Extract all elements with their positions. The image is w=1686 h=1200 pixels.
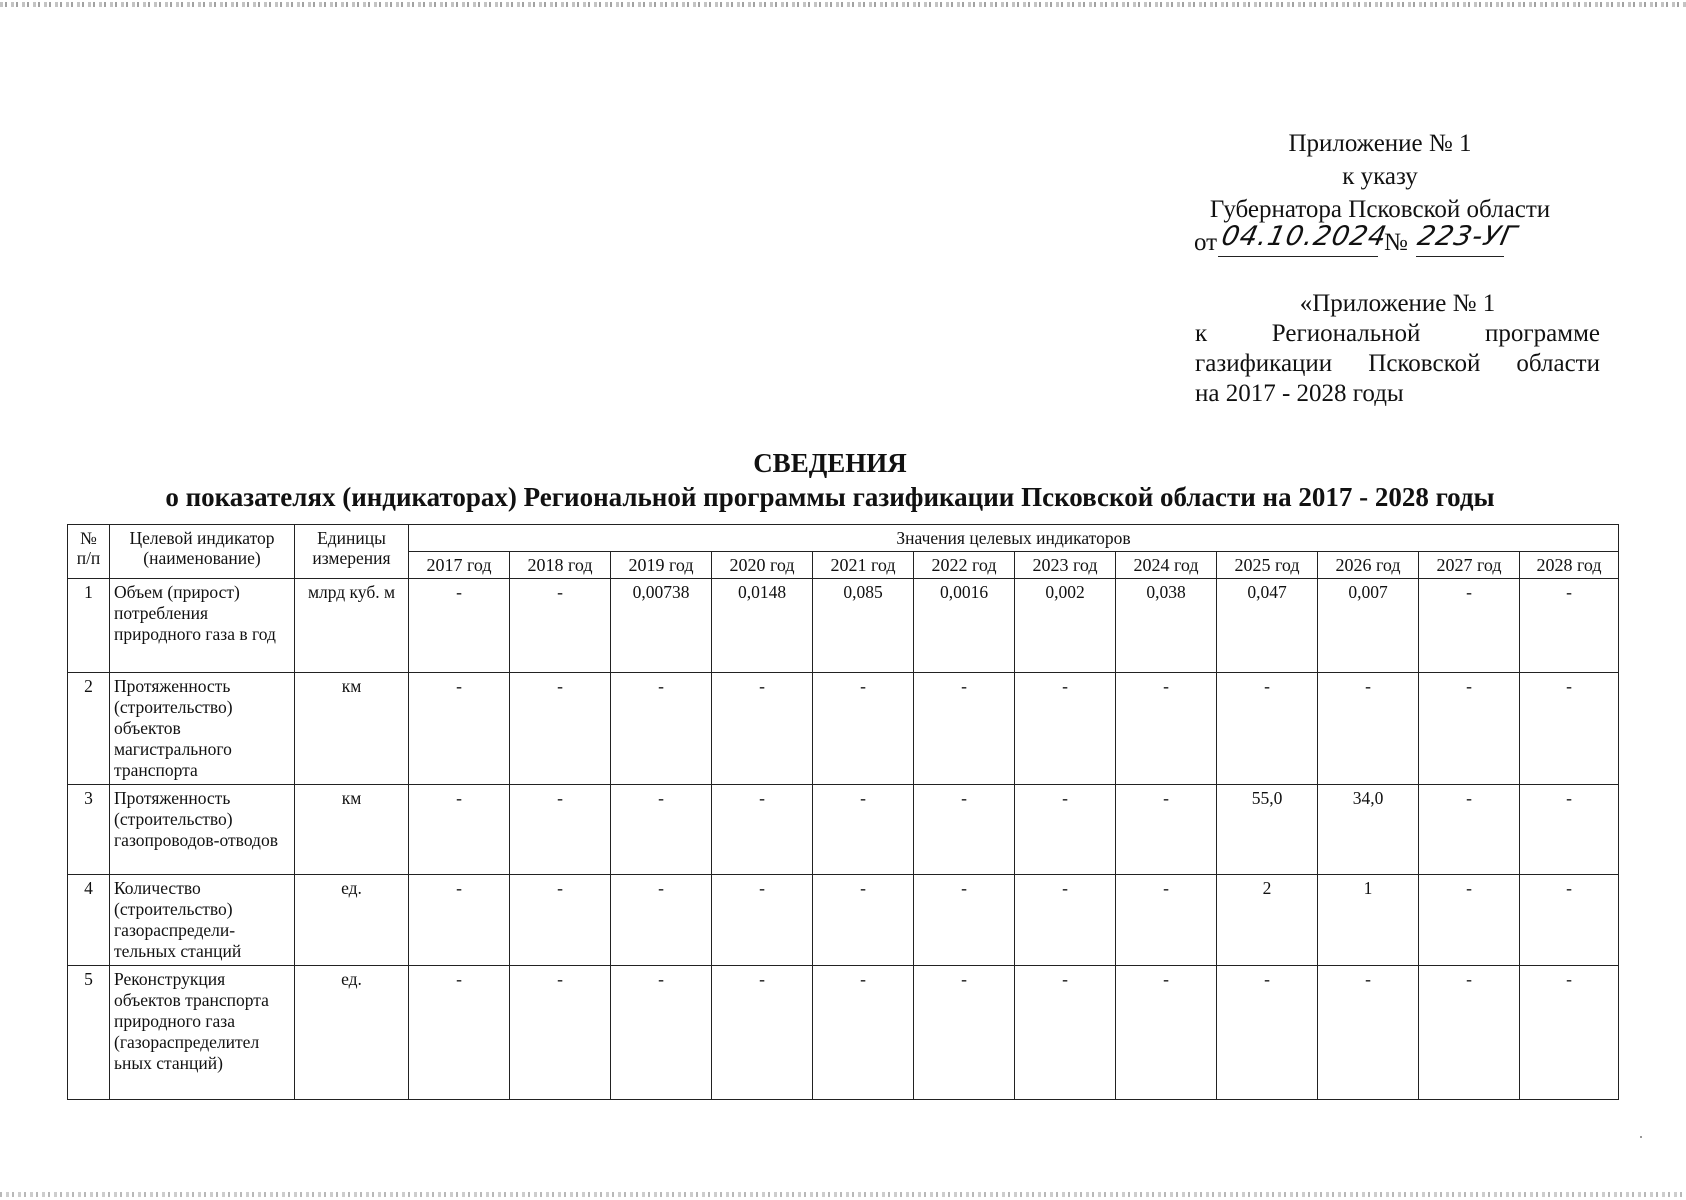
row-number: 5 <box>68 966 110 1100</box>
row-number: 3 <box>68 785 110 875</box>
value-cell: - <box>1520 785 1619 875</box>
value-cell: - <box>1520 875 1619 966</box>
value-cell: - <box>1419 579 1520 673</box>
value-cell: - <box>1419 875 1520 966</box>
date-underline <box>1218 256 1378 257</box>
value-cell: - <box>611 966 712 1100</box>
value-cell: - <box>1116 875 1217 966</box>
value-cell: - <box>1116 966 1217 1100</box>
number-underline <box>1416 256 1504 257</box>
value-cell: - <box>712 785 813 875</box>
value-cell: - <box>1520 579 1619 673</box>
value-cell: - <box>813 673 914 785</box>
header-year: 2025 год <box>1217 552 1318 579</box>
value-cell: - <box>712 875 813 966</box>
header-year: 2027 год <box>1419 552 1520 579</box>
value-cell: - <box>1520 673 1619 785</box>
value-cell: - <box>1318 673 1419 785</box>
program-attachment-line-2: к Региональной программе <box>1195 320 1600 347</box>
value-cell: - <box>1419 966 1520 1100</box>
attachment-line-3: Губернатора Псковской области <box>1209 196 1551 223</box>
value-cell: - <box>510 673 611 785</box>
value-cell: 0,038 <box>1116 579 1217 673</box>
value-cell: 1 <box>1318 875 1419 966</box>
value-cell: - <box>914 785 1015 875</box>
value-cell: 2 <box>1217 875 1318 966</box>
title-line-1: СВЕДЕНИЯ <box>753 448 907 478</box>
value-cell: 0,047 <box>1217 579 1318 673</box>
indicator-name: Протяженность (строительство) газопроводов-отводов <box>110 785 295 875</box>
value-cell: - <box>1520 966 1619 1100</box>
value-cell: - <box>1419 785 1520 875</box>
value-cell: - <box>409 875 510 966</box>
indicator-unit: км <box>295 673 409 785</box>
number-label: № <box>1384 229 1408 256</box>
table-row <box>68 785 1619 875</box>
value-cell: - <box>813 875 914 966</box>
value-cell: - <box>914 875 1015 966</box>
value-cell: 0,002 <box>1015 579 1116 673</box>
table-row <box>68 579 1619 673</box>
value-cell: 0,0148 <box>712 579 813 673</box>
header-year: 2023 год <box>1015 552 1116 579</box>
value-cell: 0,007 <box>1318 579 1419 673</box>
row-number: 2 <box>68 673 110 785</box>
value-cell: - <box>1015 966 1116 1100</box>
value-cell: - <box>611 673 712 785</box>
indicator-name: Протяженность (строительство) объектов магистрального транспорта <box>110 673 295 785</box>
indicator-unit: ед. <box>295 875 409 966</box>
title-line-2: о показателях (индикаторах) Региональной программы газификации Псковской области на 2017 - 2028 годы <box>165 482 1495 512</box>
value-cell: - <box>510 579 611 673</box>
header-year: 2026 год <box>1318 552 1419 579</box>
header-year: 2017 год <box>409 552 510 579</box>
header-values: Значения целевых индикаторов <box>409 525 1619 552</box>
scan-edge-bottom <box>0 1192 1686 1197</box>
header-year: 2018 год <box>510 552 611 579</box>
header-year: 2024 год <box>1116 552 1217 579</box>
value-cell: - <box>510 875 611 966</box>
attachment-header <box>1160 127 1600 268</box>
value-cell: - <box>611 875 712 966</box>
indicator-name: Количество (строительство) газораспредели-тельных станций <box>110 875 295 966</box>
indicator-unit: км <box>295 785 409 875</box>
header-year: 2022 год <box>914 552 1015 579</box>
value-cell: - <box>409 966 510 1100</box>
value-cell: 0,0016 <box>914 579 1015 673</box>
from-label: от <box>1194 229 1218 256</box>
decree-signature-line <box>1160 221 1600 268</box>
handwritten-number: 223-УГ <box>1414 221 1521 252</box>
header-year: 2020 год <box>712 552 813 579</box>
indicator-unit: ед. <box>295 966 409 1100</box>
table-header-row-1 <box>68 525 1619 552</box>
value-cell: 0,085 <box>813 579 914 673</box>
value-cell: - <box>1217 673 1318 785</box>
value-cell: - <box>611 785 712 875</box>
program-attachment-line-1: «Приложение № 1 <box>1299 290 1496 317</box>
value-cell: - <box>1015 673 1116 785</box>
value-cell: - <box>914 673 1015 785</box>
value-cell: - <box>712 673 813 785</box>
indicators-table <box>67 524 1619 1100</box>
indicator-unit: млрд куб. м <box>295 579 409 673</box>
header-year: 2019 год <box>611 552 712 579</box>
header-number: № п/п <box>68 525 110 579</box>
value-cell: - <box>712 966 813 1100</box>
value-cell: - <box>813 966 914 1100</box>
value-cell: - <box>510 966 611 1100</box>
scan-edge-top <box>0 2 1686 7</box>
program-attachment-block <box>1195 289 1600 409</box>
table-row <box>68 673 1619 785</box>
value-cell: - <box>1015 875 1116 966</box>
value-cell: 34,0 <box>1318 785 1419 875</box>
handwritten-date: 04.10.2024 <box>1218 221 1390 252</box>
value-cell: - <box>409 579 510 673</box>
header-year: 2021 год <box>813 552 914 579</box>
table-row <box>68 966 1619 1100</box>
value-cell: - <box>510 785 611 875</box>
value-cell: 55,0 <box>1217 785 1318 875</box>
header-unit: Единицы измерения <box>295 525 409 579</box>
header-indicator: Целевой индикатор (наименование) <box>110 525 295 579</box>
row-number: 1 <box>68 579 110 673</box>
value-cell: - <box>1318 966 1419 1100</box>
value-cell: - <box>409 673 510 785</box>
row-number: 4 <box>68 875 110 966</box>
document-title <box>60 446 1600 514</box>
program-attachment-line-4: на 2017 - 2028 годы <box>1195 380 1404 407</box>
header-year: 2028 год <box>1520 552 1619 579</box>
scan-speck <box>1640 1136 1642 1138</box>
value-cell: - <box>1116 785 1217 875</box>
indicator-name: Объем (прирост) потребления природного газа в год <box>110 579 295 673</box>
value-cell: - <box>813 785 914 875</box>
value-cell: - <box>914 966 1015 1100</box>
table-row <box>68 875 1619 966</box>
value-cell: 0,00738 <box>611 579 712 673</box>
value-cell: - <box>1015 785 1116 875</box>
indicator-name: Реконструкция объектов транспорта природного газа (газораспределител ьных станций) <box>110 966 295 1100</box>
value-cell: - <box>409 785 510 875</box>
value-cell: - <box>1419 673 1520 785</box>
attachment-line-2: к указу <box>1342 163 1418 190</box>
value-cell: - <box>1116 673 1217 785</box>
value-cell: - <box>1217 966 1318 1100</box>
attachment-line-1: Приложение № 1 <box>1288 130 1472 157</box>
program-attachment-line-3: газификации Псковской области <box>1195 350 1600 377</box>
